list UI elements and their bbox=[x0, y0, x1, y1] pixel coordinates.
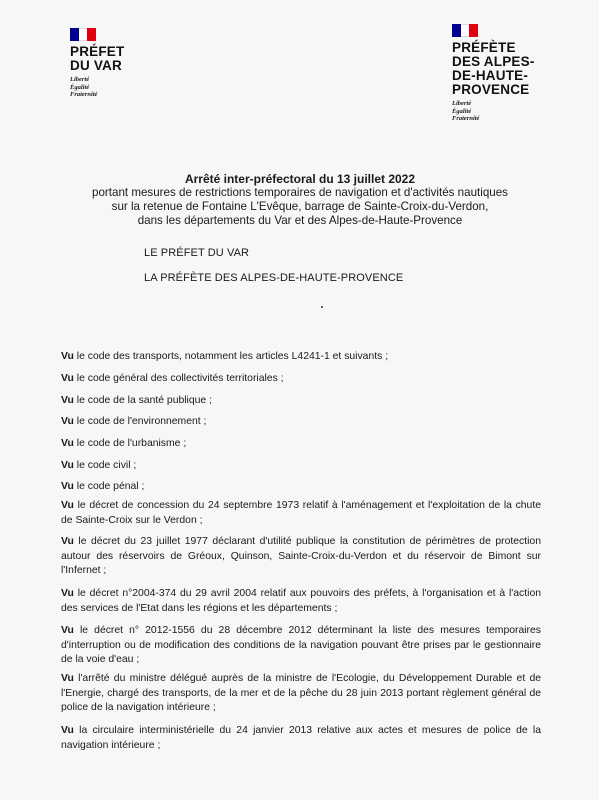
title-line3: sur la retenue de Fontaine L'Evêque, barrage de Sainte-Croix-du-Verdon, bbox=[111, 200, 489, 213]
logo-prefet-du-var bbox=[70, 28, 124, 99]
motto-liberte: Liberté bbox=[70, 76, 90, 83]
motto-fraternite: Fraternité bbox=[452, 115, 480, 122]
vu-item bbox=[61, 415, 541, 430]
vu-item bbox=[61, 587, 541, 616]
logo-right-line3: DE-HAUTE- bbox=[452, 68, 529, 83]
vu-prefix: Vu bbox=[61, 438, 74, 449]
vu-prefix: Vu bbox=[61, 673, 74, 684]
vu-text: la circulaire interministérielle du 24 janvier 2013 relative aux actes et mesures de police de la navigation intérieure ; bbox=[61, 725, 541, 751]
logo-right-line4: PROVENCE bbox=[452, 82, 530, 97]
vu-text: le code de l'urbanisme ; bbox=[73, 438, 187, 449]
vu-text: le code civil ; bbox=[73, 460, 137, 471]
vu-item bbox=[61, 535, 541, 579]
title-main: Arrêté inter-préfectoral du 13 juillet 2022 bbox=[184, 172, 416, 186]
logo-right-line1: PRÉFÈTE bbox=[452, 40, 516, 55]
vu-item bbox=[61, 672, 541, 716]
vu-prefix: Vu bbox=[61, 481, 74, 492]
vu-prefix: Vu bbox=[61, 588, 74, 599]
vu-text: le code de l'environnement ; bbox=[73, 416, 207, 427]
motto-egalite: Égalité bbox=[70, 83, 90, 91]
vu-prefix: Vu bbox=[61, 536, 74, 547]
vu-prefix: Vu bbox=[61, 725, 74, 736]
vu-item bbox=[61, 437, 541, 452]
scan-dot bbox=[321, 306, 323, 308]
vu-item bbox=[61, 372, 541, 387]
vu-item bbox=[61, 350, 541, 365]
french-flag-icon bbox=[452, 24, 478, 37]
vu-item bbox=[61, 459, 541, 474]
vu-prefix: Vu bbox=[61, 460, 74, 471]
vu-item bbox=[61, 724, 541, 753]
vu-prefix: Vu bbox=[61, 416, 74, 427]
vu-prefix: Vu bbox=[61, 625, 74, 636]
authority-prefete: LA PRÉFÈTE DES ALPES-DE-HAUTE-PROVENCE bbox=[144, 272, 404, 284]
vu-prefix: Vu bbox=[61, 351, 74, 362]
vu-text: le décret du 23 juillet 1977 déclarant d'utilité publique la constitution de périmètres de protection autour des réservoirs de Gréoux, Quinson, Sainte-Croix-du-Verdon et du réservoir de Bimont sur l'Infernet ; bbox=[61, 536, 541, 576]
vu-text: l'arrêté du ministre délégué auprès de la ministre de l'Ecologie, du Développement Durable et de l'Energie, chargé des transports, de la mer et de la pêche du 28 juin 2013 portant règlement général de police de la navigation intérieure ; bbox=[61, 673, 541, 713]
logo-right-title bbox=[452, 41, 535, 97]
vu-item bbox=[61, 394, 541, 409]
vu-prefix: Vu bbox=[61, 373, 74, 384]
vu-text: le code pénal ; bbox=[73, 481, 145, 492]
vu-text: le code des transports, notamment les articles L4241-1 et suivants ; bbox=[73, 351, 389, 362]
vu-text: le décret n°2004-374 du 29 avril 2004 relatif aux pouvoirs des préfets, à l'organisation et à l'action des services de l'Etat dans les régions et les départements ; bbox=[61, 588, 541, 614]
title-line2: portant mesures de restrictions temporaires de navigation et d'activités nautiques bbox=[92, 186, 508, 199]
logo-left-line1: PRÉFET bbox=[70, 44, 125, 59]
vu-text: le décret n° 2012-1556 du 28 décembre 2012 déterminant la liste des mesures temporaires d'interruption ou de modification des conditions de la navigation pouvant être prises par le gestionnaire de la voie d'eau ; bbox=[61, 625, 541, 665]
motto-egalite: Égalité bbox=[452, 107, 472, 115]
vu-item bbox=[61, 480, 541, 495]
logo-right-motto bbox=[452, 100, 535, 123]
logo-left-title bbox=[70, 45, 124, 73]
vu-prefix: Vu bbox=[61, 500, 74, 511]
vu-item bbox=[61, 624, 541, 668]
document-title bbox=[40, 172, 560, 228]
logo-prefete-alpes bbox=[452, 24, 535, 123]
motto-fraternite: Fraternité bbox=[70, 91, 98, 98]
logo-left-motto bbox=[70, 76, 124, 99]
title-line4: dans les départements du Var et des Alpes-de-Haute-Provence bbox=[137, 214, 463, 227]
vu-text: le décret de concession du 24 septembre 1973 relatif à l'aménagement et l'exploitation de la chute de Sainte-Croix sur le Verdon ; bbox=[61, 500, 541, 526]
french-flag-icon bbox=[70, 28, 96, 41]
vu-text: le code de la santé publique ; bbox=[73, 395, 212, 406]
vu-prefix: Vu bbox=[61, 395, 74, 406]
authority-prefet: LE PRÉFET DU VAR bbox=[144, 247, 250, 259]
vu-text: le code général des collectivités territoriales ; bbox=[73, 373, 284, 384]
logo-left-line2: DU VAR bbox=[70, 58, 122, 73]
logo-right-line2: DES ALPES- bbox=[452, 54, 535, 69]
motto-liberte: Liberté bbox=[452, 100, 472, 107]
vu-item bbox=[61, 499, 541, 528]
